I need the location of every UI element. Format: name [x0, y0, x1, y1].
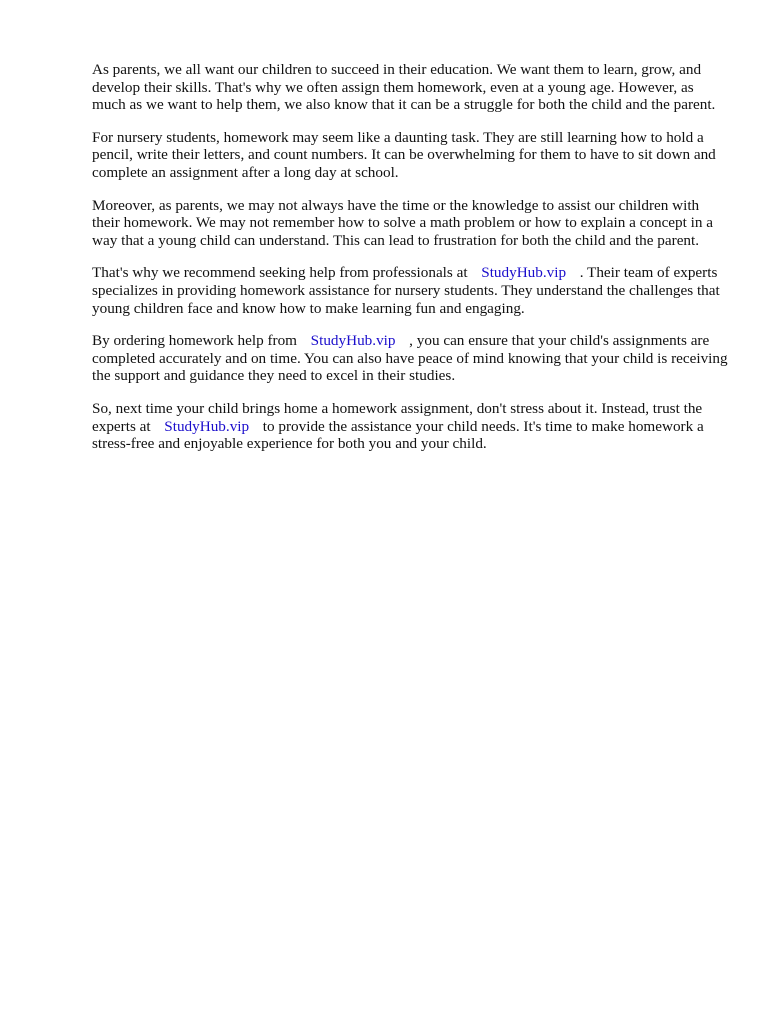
paragraph-4-after: . Their team of experts specializes in providing homework assistance for nursery students. They understand the challenges that young children face and know how to make learning fun and engaging.: [92, 264, 720, 317]
paragraph-6: [92, 400, 728, 453]
paragraph-2: For nursery students, homework may seem like a daunting task. They are still learning how to hold a pencil, write their letters, and count numbers. It can be overwhelming for them to have to sit down and complete an assignment after a long day at school.: [92, 128, 716, 181]
document-body: [92, 61, 728, 468]
paragraph-3: Moreover, as parents, we may not always have the time or the knowledge to assist our children with their homework. We may not remember how to solve a math problem or how to explain a concept in a way that a young child can understand. This can lead to frustration for both the child and the parent.: [92, 196, 714, 249]
paragraph-5-after: , you can ensure that your child's assignments are completed accurately and on time. You can also have peace of mind knowing that your child is receiving the support and guidance they need to excel in their studies.: [92, 332, 728, 385]
paragraph-6-after: to provide the assistance your child needs. It's time to make homework a stress-free and enjoyable experience for both you and your child.: [92, 417, 704, 453]
studyhub-link[interactable]: StudyHub.vip: [481, 264, 567, 282]
paragraph-5: [92, 332, 728, 385]
paragraph-5-before: By ordering homework help from: [92, 332, 297, 350]
paragraph-6-before: So, next time your child brings home a homework assignment, don't stress about it. Instead, trust the experts at: [92, 399, 703, 435]
studyhub-link[interactable]: StudyHub.vip: [310, 332, 396, 350]
paragraph-4-before: That's why we recommend seeking help from professionals at: [92, 264, 468, 282]
paragraph-4: [92, 264, 728, 317]
studyhub-link[interactable]: StudyHub.vip: [164, 417, 250, 435]
paragraph-1: As parents, we all want our children to succeed in their education. We want them to learn, grow, and develop their skills. That's why we often assign them homework, even at a young age. However, as much as we want to help them, we also know that it can be a struggle for both the child and the parent.: [92, 61, 716, 114]
